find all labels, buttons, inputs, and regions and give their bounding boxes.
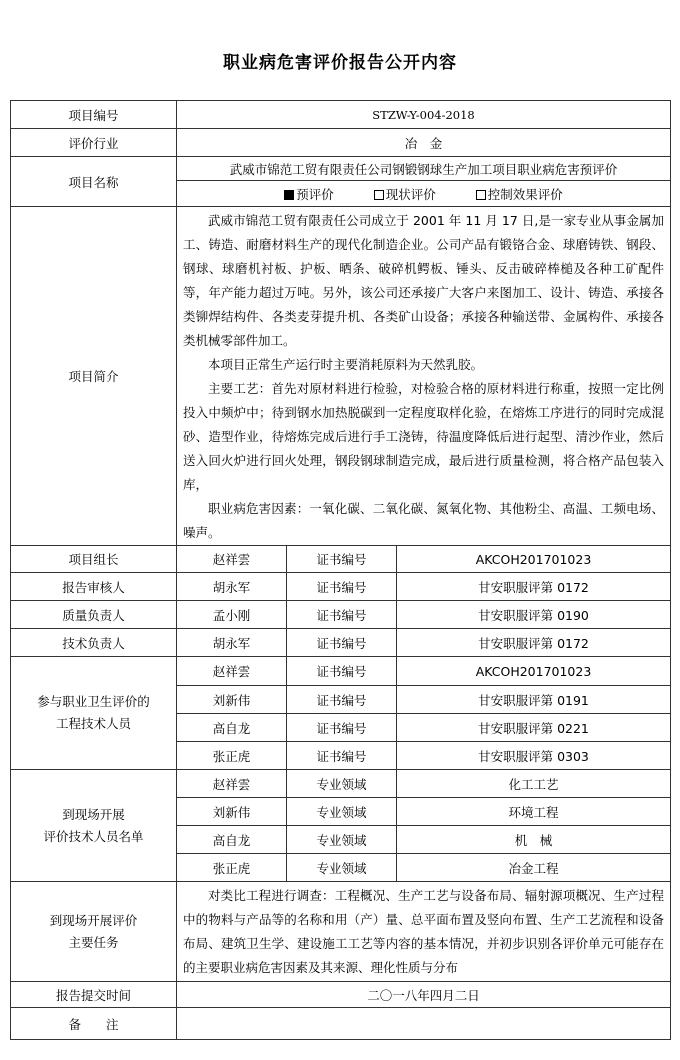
row-onsite-staff bbox=[11, 770, 671, 798]
intro-label: 项目简介 bbox=[11, 207, 177, 546]
field-label: 专业领域 bbox=[287, 854, 397, 882]
cert-label: 证书编号 bbox=[287, 573, 397, 601]
field-value: 化工工艺 bbox=[397, 770, 671, 798]
row-intro bbox=[11, 207, 671, 546]
role-label: 技术负责人 bbox=[11, 629, 177, 657]
cert-label: 证书编号 bbox=[287, 546, 397, 573]
row-leader bbox=[11, 573, 671, 601]
option-control-eval[interactable] bbox=[476, 185, 563, 203]
role-label: 质量负责人 bbox=[11, 601, 177, 629]
onsite-task-label-line: 到现场开展评价 bbox=[49, 912, 138, 928]
person-name: 张正虎 bbox=[177, 742, 287, 770]
option-label: 控制效果评价 bbox=[487, 186, 563, 202]
project-no-value: STZW-Y-004-2018 bbox=[177, 101, 671, 129]
person-name: 刘新伟 bbox=[177, 798, 287, 826]
person-name: 赵祥雲 bbox=[177, 546, 287, 573]
industry-value: 冶 金 bbox=[177, 129, 671, 157]
person-name: 张正虎 bbox=[177, 854, 287, 882]
engineers-label-line: 参与职业卫生评价的 bbox=[37, 694, 150, 709]
submit-time-value: 二〇一八年四月二日 bbox=[177, 982, 671, 1008]
page-title: 职业病危害评价报告公开内容 bbox=[223, 53, 457, 73]
field-label: 专业领域 bbox=[287, 770, 397, 798]
onsite-task-label bbox=[11, 882, 177, 982]
field-value: 机 械 bbox=[397, 826, 671, 854]
person-name: 刘新伟 bbox=[177, 686, 287, 714]
row-onsite-task bbox=[11, 882, 671, 982]
row-industry bbox=[11, 129, 671, 157]
checkbox-checked-icon[interactable] bbox=[284, 190, 294, 200]
onsite-task-text bbox=[177, 882, 671, 982]
cert-number: 甘安职服评第 0190 bbox=[397, 601, 671, 629]
option-pre-eval[interactable] bbox=[284, 185, 334, 203]
option-label: 现状评价 bbox=[385, 186, 436, 202]
intro-paragraph: 本项目正常生产运行时主要消耗原料为天然乳胶。 bbox=[208, 357, 484, 372]
role-label: 项目组长 bbox=[11, 546, 177, 573]
row-leader bbox=[11, 546, 671, 573]
intro-text bbox=[177, 207, 671, 546]
field-label: 专业领域 bbox=[287, 798, 397, 826]
report-table bbox=[10, 100, 671, 1040]
person-name: 孟小刚 bbox=[177, 601, 287, 629]
row-remark bbox=[11, 1008, 671, 1040]
checkbox-empty-icon[interactable] bbox=[374, 190, 384, 200]
person-name: 胡永军 bbox=[177, 629, 287, 657]
onsite-staff-label-line: 到现场开展 bbox=[62, 806, 125, 822]
person-name: 赵祥雲 bbox=[177, 770, 287, 798]
cert-label: 证书编号 bbox=[287, 714, 397, 742]
row-project-name bbox=[11, 157, 671, 181]
person-name: 高自龙 bbox=[177, 714, 287, 742]
project-name-value: 武威市锦范工贸有限责任公司钢锻钢球生产加工项目职业病危害预评价 bbox=[177, 157, 671, 181]
cert-number: 甘安职服评第 0172 bbox=[397, 629, 671, 657]
cert-number: 甘安职服评第 0191 bbox=[397, 686, 671, 714]
field-value: 环境工程 bbox=[397, 798, 671, 826]
person-name: 高自龙 bbox=[177, 826, 287, 854]
cert-label: 证书编号 bbox=[287, 629, 397, 657]
project-name-label: 项目名称 bbox=[11, 157, 177, 207]
cert-number: 甘安职服评第 0303 bbox=[397, 742, 671, 770]
intro-paragraph: 武威市锦范工贸有限责任公司成立于 2001 年 11 月 17 日,是一家专业从事金属加工、铸造、耐磨材料生产的现代化制造企业。公司产品有锻铬合金、球磨铸铁、钢段、钢球、球磨机衬板、护板、晒条、破碎机鳄板、锤头、反击破碎棒槌及各种工矿配件等，年产能力超过万吨。另外，该公司还承接广大客户来图加工、设计、铸造、承接各类铆焊结构件、各类麦芽提升机、各类矿山设备；承接各种输送带、金属构件、承接各类机械零部件加工。 bbox=[183, 213, 664, 348]
onsite-task-paragraph: 对类比工程进行调查：工程概况、生产工艺与设备布局、辐射源项概况、生产过程中的物料与产品等的名称和用（产）量、总平面布置及竖向布置、生产工艺流程和设备布局、建筑卫生学、建设施工工艺等内容的基本情况，并初步识别各评价单元可能存在的主要职业病危害因素及其来源、理化性质与分布 bbox=[183, 888, 664, 975]
cert-number: AKCOH201701023 bbox=[397, 546, 671, 573]
cert-number: 甘安职服评第 0172 bbox=[397, 573, 671, 601]
row-leader bbox=[11, 601, 671, 629]
cert-number: 甘安职服评第 0221 bbox=[397, 714, 671, 742]
intro-paragraph: 主要工艺：首先对原材料进行检验，对检验合格的原材料进行称重，按照一定比例投入中频炉中；待到钢水加热脱碳到一定程度取样化验，在熔炼工序进行的同时完成混砂、造型作业，待熔炼完成后进行手工浇铸，待温度降低后进行起型、清沙作业，然后送入回火炉进行回火处理，钢段钢球制造完成，最后进行质量检测，将合格产品包装入库， bbox=[183, 381, 664, 492]
onsite-staff-label bbox=[11, 770, 177, 882]
cert-label: 证书编号 bbox=[287, 742, 397, 770]
cert-label: 证书编号 bbox=[287, 686, 397, 714]
submit-time-label: 报告提交时间 bbox=[11, 982, 177, 1008]
project-no-label: 项目编号 bbox=[11, 101, 177, 129]
field-value: 冶金工程 bbox=[397, 854, 671, 882]
cert-number: AKCOH201701023 bbox=[397, 657, 671, 686]
cert-label: 证书编号 bbox=[287, 601, 397, 629]
row-leader bbox=[11, 629, 671, 657]
role-label: 报告审核人 bbox=[11, 573, 177, 601]
field-label: 专业领域 bbox=[287, 826, 397, 854]
engineers-label-line: 工程技术人员 bbox=[55, 716, 131, 731]
person-name: 赵祥雲 bbox=[177, 657, 287, 686]
person-name: 胡永军 bbox=[177, 573, 287, 601]
row-engineer bbox=[11, 657, 671, 686]
remark-value[interactable] bbox=[177, 1008, 671, 1040]
option-label: 预评价 bbox=[296, 186, 334, 202]
eval-type-options bbox=[177, 181, 671, 207]
engineers-label bbox=[11, 657, 177, 770]
onsite-task-label-line: 主要任务 bbox=[68, 934, 119, 950]
onsite-staff-label-line: 评价技术人员名单 bbox=[43, 828, 144, 844]
cert-label: 证书编号 bbox=[287, 657, 397, 686]
industry-label: 评价行业 bbox=[11, 129, 177, 157]
checkbox-empty-icon[interactable] bbox=[476, 190, 486, 200]
option-status-eval[interactable] bbox=[374, 185, 436, 203]
remark-label: 备 注 bbox=[11, 1008, 177, 1040]
row-submit-time bbox=[11, 982, 671, 1008]
row-project-no bbox=[11, 101, 671, 129]
intro-paragraph: 职业病危害因素：一氧化碳、二氧化碳、氮氧化物、其他粉尘、高温、工频电场、噪声。 bbox=[183, 501, 664, 540]
